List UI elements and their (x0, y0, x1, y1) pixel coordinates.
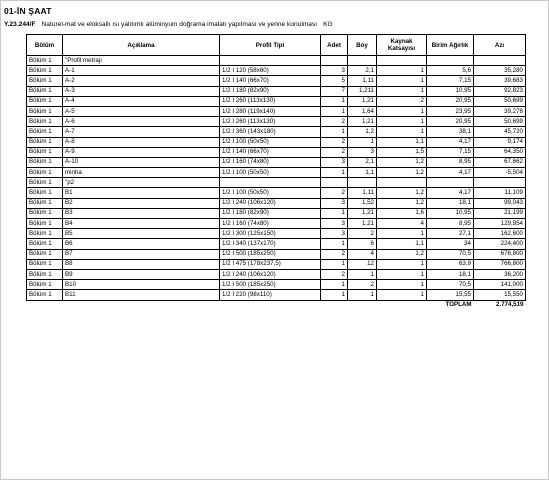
table-cell: Bölüm 1 (27, 168, 63, 178)
table-cell: 2 (321, 147, 348, 157)
table-cell: 3 (348, 147, 377, 157)
table-cell: 1 (348, 137, 377, 147)
table-cell: 8,95 (427, 219, 474, 229)
table-cell: 2 (321, 137, 348, 147)
table-cell: 1/2 I 220 (98x110) (220, 290, 321, 300)
item-header (4, 21, 544, 28)
column-header: Adet (321, 35, 348, 56)
table-cell (427, 178, 474, 188)
table-cell: A-4 (63, 96, 220, 106)
table-cell: 141,000 (474, 280, 526, 290)
total-value: 2.774,519 (495, 301, 524, 309)
table-cell: 21,199 (474, 208, 526, 218)
table-cell: 12 (348, 259, 377, 269)
table-cell: 18,1 (427, 198, 474, 208)
table-cell: 2 (377, 96, 427, 106)
table-row (27, 219, 526, 229)
table-cell: 1/2 I 120 (58x60) (220, 66, 321, 76)
table-cell: 1/2 I 180 (82x90) (220, 208, 321, 218)
table-cell: 1 (321, 106, 348, 116)
table-cell: 1 (321, 239, 348, 249)
table-cell (377, 178, 427, 188)
table-cell: 1,2 (377, 157, 427, 167)
table-cell: 20,95 (427, 96, 474, 106)
item-description: Naturel-mat ve eloksallı ısı yalıtımlı alüminyum doğrama imalatı yapılması ve yerine konulması (41, 21, 318, 28)
table-cell: 35,280 (474, 66, 526, 76)
table-cell: 1,1 (348, 168, 377, 178)
table-cell: 1,6 (377, 208, 427, 218)
table-cell: 7,15 (427, 76, 474, 86)
table-cell: 2,1 (348, 157, 377, 167)
total-label: TOPLAM (445, 301, 472, 309)
table-cell: 1/2 I 140 (66x70) (220, 76, 321, 86)
table-cell: 1/2 I 500 (185x250) (220, 280, 321, 290)
table-cell: 3 (321, 66, 348, 76)
table-cell: Bölüm 1 (27, 188, 63, 198)
table-cell: 2 (321, 249, 348, 259)
table-cell: Bölüm 1 (27, 280, 63, 290)
table-cell: 1 (348, 269, 377, 279)
table-cell: 11,109 (474, 188, 526, 198)
table-cell: 6 (348, 239, 377, 249)
table-cell: 1 (377, 106, 427, 116)
table-cell: 1/2 I 500 (185x250) (220, 249, 321, 259)
table-cell: 1/2 I 140 (66x70) (220, 147, 321, 157)
table-cell: Bölüm 1 (27, 66, 63, 76)
table-cell: 1,211 (348, 86, 377, 96)
table-cell: 1/2 I 160 (74x80) (220, 157, 321, 167)
table-cell: 39,278 (474, 106, 526, 116)
table-cell: 1 (321, 208, 348, 218)
table-cell: Bölüm 1 (27, 219, 63, 229)
table-row (27, 86, 526, 96)
table-cell: 18,1 (427, 269, 474, 279)
table-cell: A-3 (63, 86, 220, 96)
table-cell: 50,699 (474, 117, 526, 127)
table-cell: 1 (377, 127, 427, 137)
table-cell: 1,21 (348, 219, 377, 229)
table-cell (321, 178, 348, 188)
table-cell: 1 (377, 76, 427, 86)
table-row (27, 290, 526, 300)
column-header: Bölüm (27, 35, 63, 56)
table-cell: B8 (63, 259, 220, 269)
table-cell: 20,95 (427, 117, 474, 127)
table-cell: Bölüm 1 (27, 96, 63, 106)
table-cell: 1,2 (377, 168, 427, 178)
table-cell: 38,1 (427, 127, 474, 137)
table-cell: 4 (377, 219, 427, 229)
table-cell: Bölüm 1 (27, 269, 63, 279)
table-cell: 1/2 I 300 (125x150) (220, 229, 321, 239)
table-cell: 1 (377, 86, 427, 96)
table-cell: 1,11 (348, 76, 377, 86)
table-row (27, 280, 526, 290)
table-cell: 1,21 (348, 96, 377, 106)
table-cell: 70,5 (427, 280, 474, 290)
table-row (27, 106, 526, 116)
table-cell: 27,1 (427, 229, 474, 239)
table-row (27, 127, 526, 137)
table-cell: Bölüm 1 (27, 290, 63, 300)
table-cell: 1,5 (377, 147, 427, 157)
table-cell: 63,9 (427, 259, 474, 269)
table-row (27, 249, 526, 259)
table-cell: 50,699 (474, 96, 526, 106)
table-cell: 1,2 (377, 198, 427, 208)
table-row (27, 157, 526, 167)
table-cell: 2 (321, 117, 348, 127)
table-cell: B10 (63, 280, 220, 290)
table-cell: 67,662 (474, 157, 526, 167)
table-cell: Bölüm 1 (27, 157, 63, 167)
table-cell: 1,1 (377, 239, 427, 249)
column-header: Profil Tipi (220, 35, 321, 56)
table-cell: 7,15 (427, 147, 474, 157)
table-cell: Bölüm 1 (27, 229, 63, 239)
table-cell: 1 (321, 168, 348, 178)
table-row (27, 76, 526, 86)
table-cell: B7 (63, 249, 220, 259)
table-cell: A-8 (63, 137, 220, 147)
table-row (27, 168, 526, 178)
table-cell: 129,954 (474, 219, 526, 229)
table-row (27, 229, 526, 239)
table-cell (474, 178, 526, 188)
table-cell: 3 (321, 229, 348, 239)
table-cell: 1/2 I 100 (50x50) (220, 188, 321, 198)
table-cell: 64,350 (474, 147, 526, 157)
table-row (27, 188, 526, 198)
table-cell: A-2 (63, 76, 220, 86)
table-cell: 1/2 I 160 (74x80) (220, 219, 321, 229)
table-cell: Bölüm 1 (27, 178, 63, 188)
table-cell: 4,17 (427, 168, 474, 178)
table-cell: 5,6 (427, 66, 474, 76)
table-cell: 2 (348, 280, 377, 290)
table-cell (220, 56, 321, 66)
table-cell: 99,043 (474, 198, 526, 208)
table-cell: 1/2 I 360 (143x180) (220, 127, 321, 137)
table-cell: 15,550 (474, 290, 526, 300)
table-row (27, 137, 526, 147)
table-cell: 39,683 (474, 76, 526, 86)
table-cell: 4 (348, 249, 377, 259)
table-cell: 1/2 I 280 (119x140) (220, 106, 321, 116)
table-cell: 1,1 (377, 137, 427, 147)
table-cell (377, 56, 427, 66)
table-cell: 3 (321, 157, 348, 167)
table-cell: 1,21 (348, 208, 377, 218)
table-cell: B6 (63, 239, 220, 249)
table-cell: 4,17 (427, 137, 474, 147)
table-row (27, 96, 526, 106)
table-cell: 5 (321, 76, 348, 86)
table-cell: Bölüm 1 (27, 106, 63, 116)
table-cell: 92,823 (474, 86, 526, 96)
table-cell: 1 (348, 290, 377, 300)
table-cell (348, 56, 377, 66)
table-cell: Bölüm 1 (27, 137, 63, 147)
table-cell: 1/2 I 475 (178x237,5) (220, 259, 321, 269)
table-cell: 2 (348, 229, 377, 239)
table-cell: 2 (321, 188, 348, 198)
table-cell: "Profil metrajı (63, 56, 220, 66)
quantity-table (26, 34, 526, 310)
table-cell (321, 56, 348, 66)
table-cell: 1,64 (348, 106, 377, 116)
table-cell (474, 56, 526, 66)
table-cell: Bölüm 1 (27, 259, 63, 269)
table-header-row (27, 35, 526, 56)
item-unit: KG (323, 21, 333, 28)
table-cell: Bölüm 1 (27, 117, 63, 127)
table-cell: 162,600 (474, 229, 526, 239)
table-cell: 1,21 (348, 117, 377, 127)
table-cell: 1/2 I 260 (113x130) (220, 96, 321, 106)
table-cell: 1 (377, 290, 427, 300)
column-header: Boy (348, 35, 377, 56)
table-cell: 1 (321, 280, 348, 290)
table-cell: 1,2 (377, 249, 427, 259)
table-cell: 1,2 (377, 188, 427, 198)
table-row (27, 147, 526, 157)
table-cell: 3 (321, 198, 348, 208)
table-cell (348, 178, 377, 188)
column-header: Birim Ağırlık (427, 35, 474, 56)
table-cell: 1,52 (348, 198, 377, 208)
table-cell: 1/2 I 240 (106x120) (220, 269, 321, 279)
total-row (27, 300, 526, 310)
table-cell: 10,95 (427, 86, 474, 96)
table-cell: Bölüm 1 (27, 198, 63, 208)
table-cell: 1 (377, 259, 427, 269)
table-cell: 1/2 I 260 (113x130) (220, 117, 321, 127)
table-cell: 1 (377, 280, 427, 290)
table-row (27, 117, 526, 127)
table-cell: B9 (63, 269, 220, 279)
table-cell: A-9 (63, 147, 220, 157)
table-cell: Bölüm 1 (27, 208, 63, 218)
table-cell: 1,11 (348, 188, 377, 198)
table-cell: minha (63, 168, 220, 178)
table-cell: B3 (63, 208, 220, 218)
table-cell: 1 (377, 229, 427, 239)
table-cell: A-7 (63, 127, 220, 137)
table-cell: 70,5 (427, 249, 474, 259)
table-cell: 1 (321, 259, 348, 269)
table-cell: 1/2 I 240 (106x120) (220, 198, 321, 208)
table-cell: 1 (377, 269, 427, 279)
table-cell: 676,800 (474, 249, 526, 259)
table-row (27, 66, 526, 76)
table-cell: Bölüm 1 (27, 56, 63, 66)
table-cell: 7 (321, 86, 348, 96)
section-title: 01-İN ŞAAT (4, 6, 52, 16)
table-cell: 1 (321, 96, 348, 106)
table-cell: A-1 (63, 66, 220, 76)
table-cell: 1/2 I 100 (50x50) (220, 168, 321, 178)
table-row (27, 259, 526, 269)
table-cell: Bölüm 1 (27, 76, 63, 86)
item-code: Y.23.244/F (4, 21, 36, 28)
table-cell: 23,95 (427, 106, 474, 116)
table-cell: B5 (63, 229, 220, 239)
table-cell: Bölüm 1 (27, 249, 63, 259)
table-body (27, 56, 526, 301)
table-row (27, 56, 526, 66)
table-row (27, 239, 526, 249)
table-cell: 224,400 (474, 239, 526, 249)
table-cell: "p2 (63, 178, 220, 188)
table-cell: B4 (63, 219, 220, 229)
table-cell: 1,2 (348, 127, 377, 137)
table-row (27, 178, 526, 188)
table-row (27, 198, 526, 208)
table-cell: -5,504 (474, 168, 526, 178)
table-cell: A-5 (63, 106, 220, 116)
table-cell: 1 (377, 117, 427, 127)
table-cell: 2,1 (348, 66, 377, 76)
table-cell: 8,95 (427, 157, 474, 167)
table-row (27, 208, 526, 218)
table-cell: 4,17 (427, 188, 474, 198)
table-cell: 766,800 (474, 259, 526, 269)
table-cell: 1/2 I 340 (137x170) (220, 239, 321, 249)
table-cell: 10,95 (427, 208, 474, 218)
table-cell: 3 (321, 219, 348, 229)
table-cell: 45,720 (474, 127, 526, 137)
column-header: Azı (474, 35, 526, 56)
table-cell (220, 178, 321, 188)
table-cell: Bölüm 1 (27, 86, 63, 96)
column-header: Açıklama (63, 35, 220, 56)
column-header: Kaynak Katsayısı (377, 35, 427, 56)
table-cell: Bölüm 1 (27, 239, 63, 249)
table-cell: B11 (63, 290, 220, 300)
table-cell: Bölüm 1 (27, 147, 63, 157)
table-cell (427, 56, 474, 66)
table-cell: 9,174 (474, 137, 526, 147)
table-cell: 36,200 (474, 269, 526, 279)
table-row (27, 269, 526, 279)
table-cell: 1/2 I 180 (82x90) (220, 86, 321, 96)
table-cell: 15,55 (427, 290, 474, 300)
table-cell: A-6 (63, 117, 220, 127)
table-cell: 2 (321, 269, 348, 279)
table-cell: A-10 (63, 157, 220, 167)
table-cell: 34 (427, 239, 474, 249)
table-cell: 1 (377, 66, 427, 76)
table-cell: 1 (321, 127, 348, 137)
table-cell: B2 (63, 198, 220, 208)
table-cell: 1/2 I 100 (50x50) (220, 137, 321, 147)
table-cell: B1 (63, 188, 220, 198)
table-cell: 1 (321, 290, 348, 300)
table-cell: Bölüm 1 (27, 127, 63, 137)
